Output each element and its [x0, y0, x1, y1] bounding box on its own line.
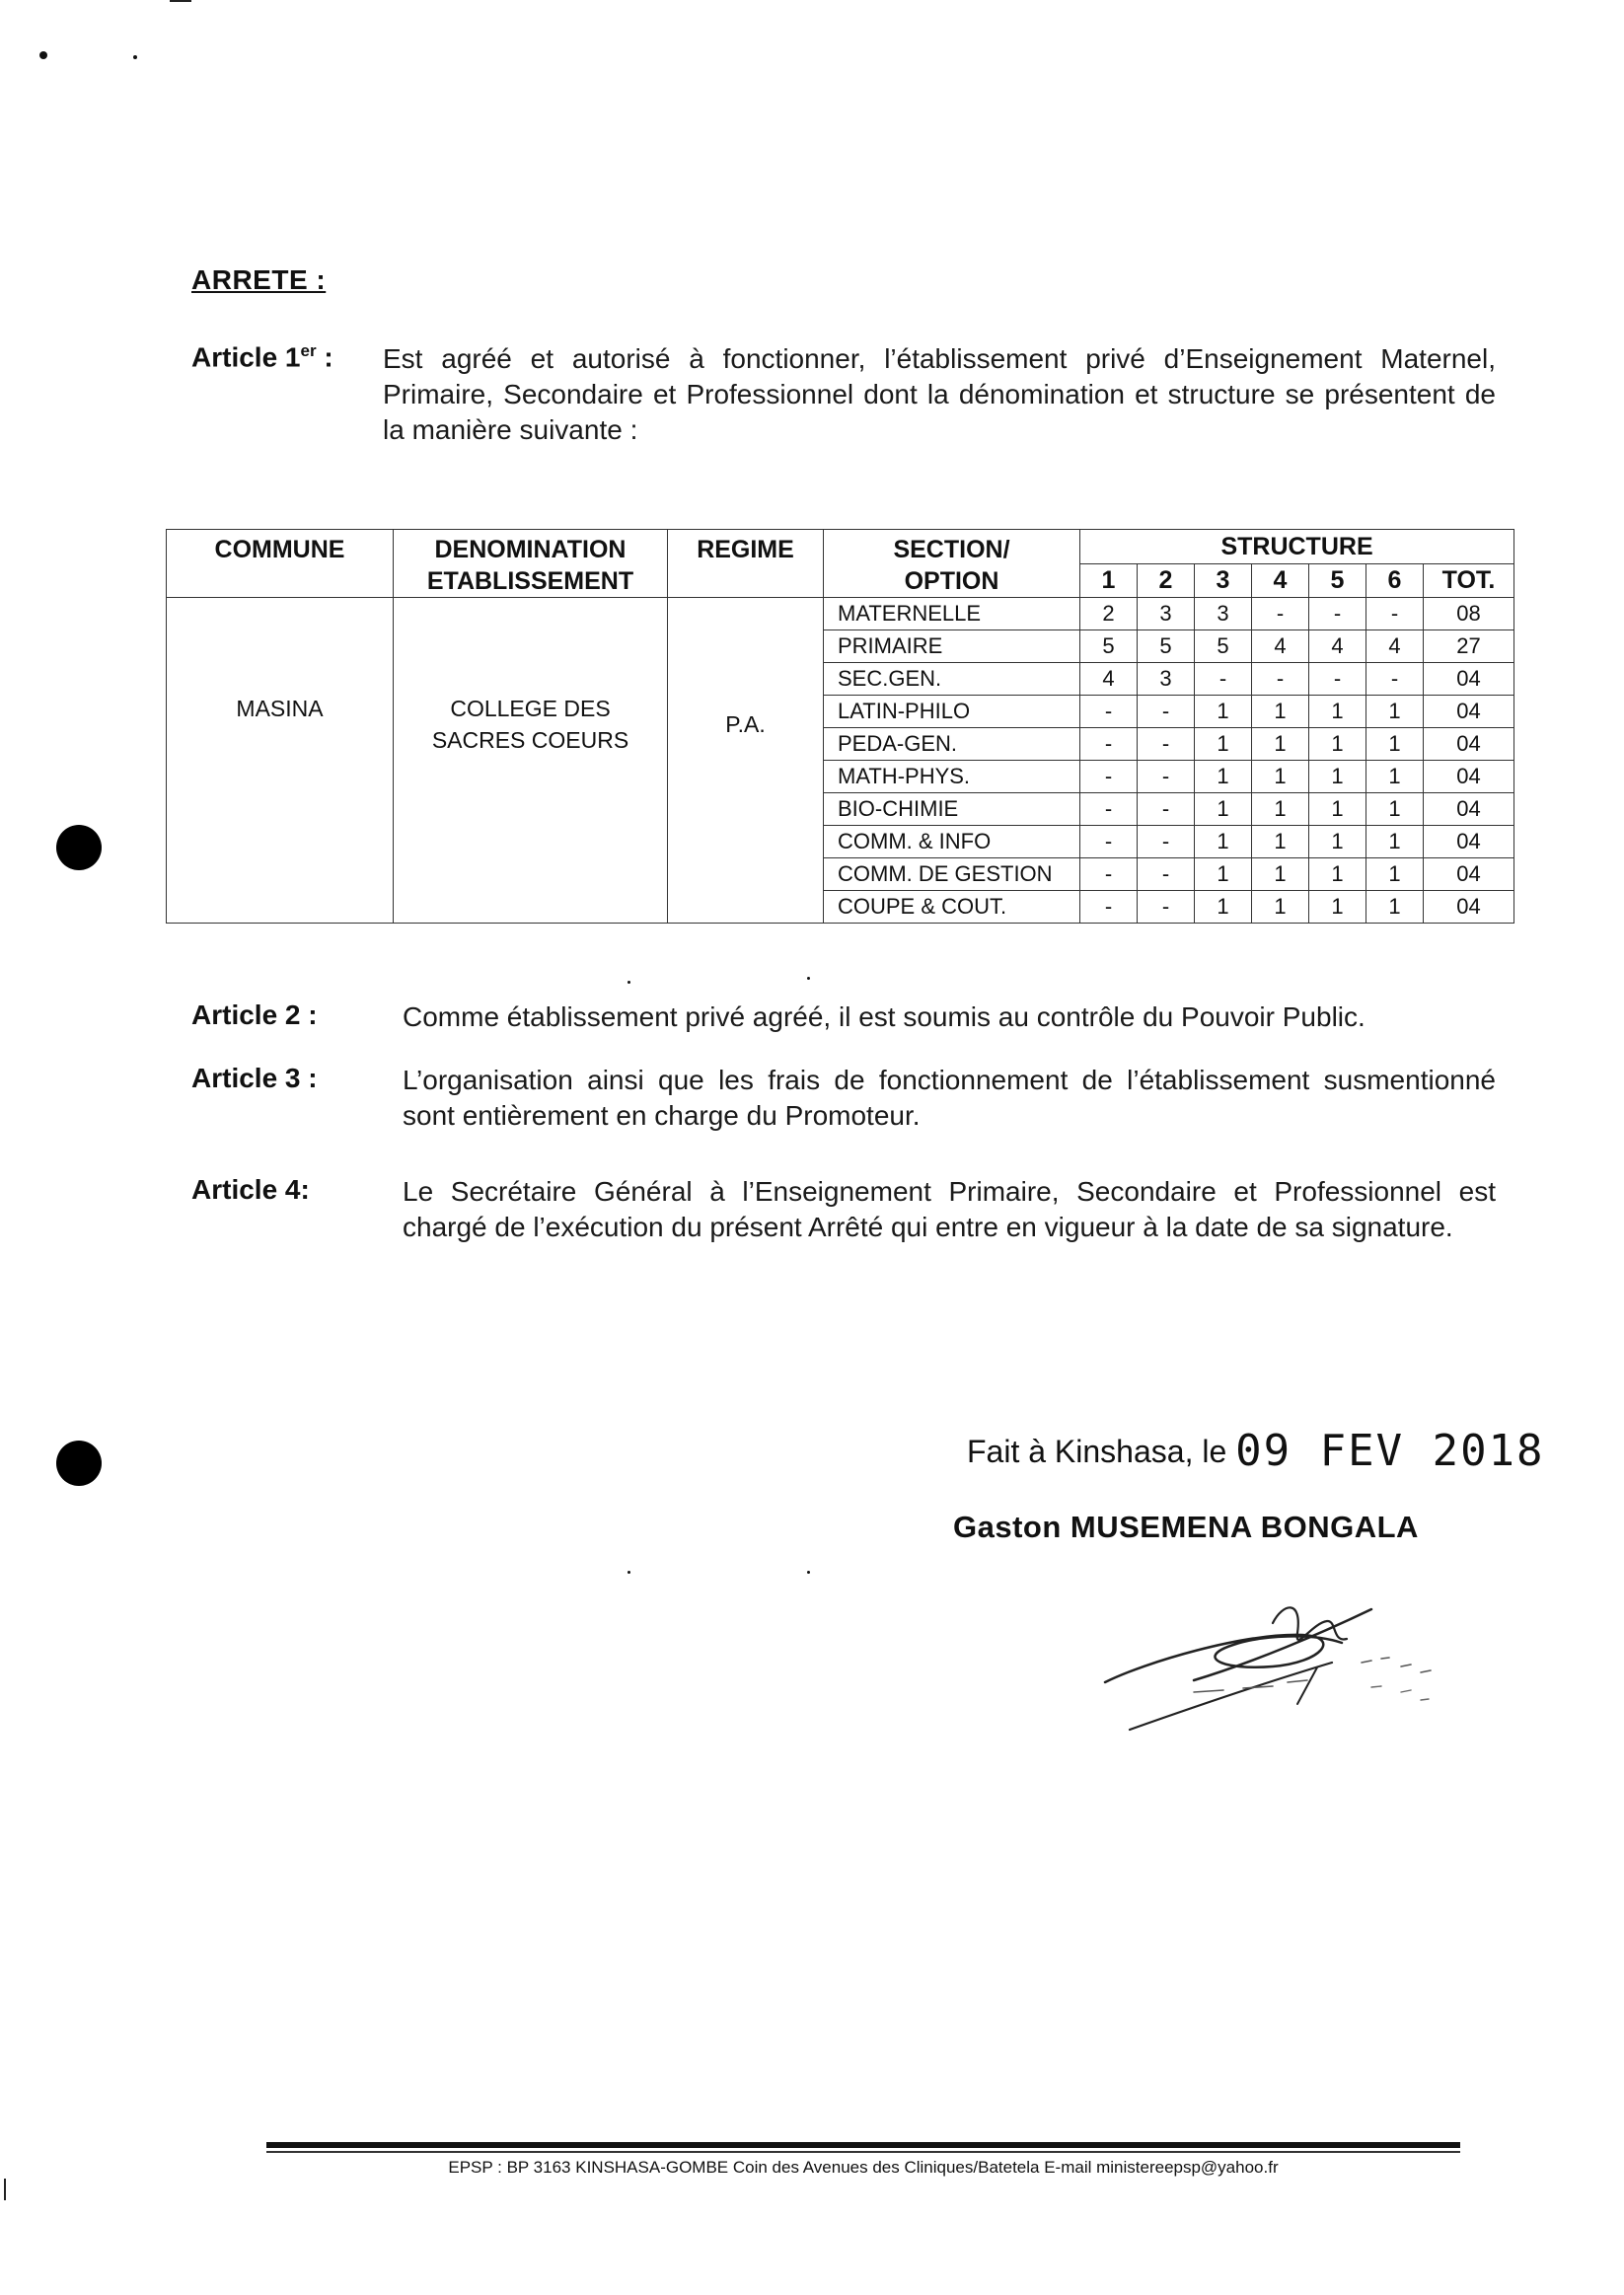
header-section-line2: OPTION — [904, 567, 999, 595]
total-cell: 04 — [1424, 761, 1514, 793]
header-total: TOT. — [1424, 563, 1514, 598]
value-cell: 5 — [1080, 630, 1138, 663]
header-section-option — [824, 530, 1080, 598]
regime-cell: P.A. — [668, 598, 824, 924]
header-level-3: 3 — [1195, 563, 1252, 598]
value-cell: 1 — [1309, 761, 1366, 793]
value-cell: 1 — [1366, 728, 1424, 761]
scan-mark-top — [170, 0, 191, 2]
option-cell: PRIMAIRE — [824, 630, 1080, 663]
article-1-label-end: : — [316, 341, 333, 373]
signer-name: Gaston MUSEMENA BONGALA — [953, 1510, 1419, 1544]
value-cell: 1 — [1252, 696, 1309, 728]
value-cell: 1 — [1366, 761, 1424, 793]
header-denomination-line2: ETABLISSEMENT — [426, 567, 634, 595]
value-cell: 1 — [1309, 696, 1366, 728]
value-cell: - — [1138, 728, 1195, 761]
value-cell: - — [1252, 598, 1309, 630]
header-level-5: 5 — [1309, 563, 1366, 598]
value-cell: 1 — [1366, 826, 1424, 858]
date-stamp: 09 FEV 2018 — [1235, 1426, 1545, 1476]
header-denomination-line1: DENOMINATION — [434, 536, 627, 563]
date-line — [967, 1426, 1545, 1476]
article-4-text: Le Secrétaire Général à l’Enseignement Primaire, Secondaire et Professionnel est chargé de l’exécution du présent Arrêté qui entre en vigueur à la date de sa signature. — [403, 1176, 1496, 1242]
option-cell: COMM. DE GESTION — [824, 858, 1080, 891]
value-cell: 1 — [1366, 858, 1424, 891]
option-cell: COMM. & INFO — [824, 826, 1080, 858]
total-cell: 04 — [1424, 793, 1514, 826]
value-cell: 3 — [1138, 598, 1195, 630]
value-cell: 1 — [1309, 858, 1366, 891]
value-cell: 1 — [1366, 891, 1424, 924]
total-cell: 08 — [1424, 598, 1514, 630]
option-cell: MATH-PHYS. — [824, 761, 1080, 793]
establishment-structure-table — [166, 529, 1514, 924]
value-cell: - — [1309, 598, 1366, 630]
article-2-label: Article 2 : — [191, 999, 318, 1030]
value-cell: - — [1080, 858, 1138, 891]
value-cell: - — [1252, 663, 1309, 696]
scan-speck — [133, 55, 137, 59]
decree-heading: ARRETE : — [191, 264, 327, 295]
value-cell: 1 — [1366, 793, 1424, 826]
total-cell: 04 — [1424, 728, 1514, 761]
value-cell: 1 — [1309, 826, 1366, 858]
value-cell: 1 — [1195, 696, 1252, 728]
denomination-line1: COLLEGE DES — [450, 696, 611, 721]
punch-hole-lower — [56, 1441, 102, 1486]
punch-hole-upper — [56, 825, 102, 870]
value-cell: 5 — [1138, 630, 1195, 663]
value-cell: 1 — [1366, 696, 1424, 728]
value-cell: 1 — [1252, 761, 1309, 793]
header-structure: STRUCTURE — [1080, 530, 1514, 564]
scan-speck — [807, 1571, 810, 1574]
header-level-1: 1 — [1080, 563, 1138, 598]
article-3-label: Article 3 : — [191, 1063, 318, 1093]
value-cell: - — [1080, 826, 1138, 858]
value-cell: - — [1080, 793, 1138, 826]
header-level-2: 2 — [1138, 563, 1195, 598]
value-cell: - — [1080, 696, 1138, 728]
value-cell: 1 — [1252, 728, 1309, 761]
value-cell: - — [1366, 663, 1424, 696]
commune-cell: MASINA — [167, 598, 394, 924]
total-cell: 04 — [1424, 891, 1514, 924]
value-cell: - — [1138, 761, 1195, 793]
value-cell: 1 — [1309, 728, 1366, 761]
footer-rule-thin — [266, 2151, 1460, 2153]
value-cell: - — [1138, 826, 1195, 858]
value-cell: - — [1366, 598, 1424, 630]
value-cell: 3 — [1195, 598, 1252, 630]
option-cell: MATERNELLE — [824, 598, 1080, 630]
value-cell: 2 — [1080, 598, 1138, 630]
header-level-6: 6 — [1366, 563, 1424, 598]
value-cell: 1 — [1252, 891, 1309, 924]
article-3-text: L’organisation ainsi que les frais de fonctionnement de l’établissement susmentionné sont entièrement en charge du Promoteur. — [403, 1065, 1496, 1131]
value-cell: - — [1080, 891, 1138, 924]
denomination-line2: SACRES COEURS — [431, 727, 629, 753]
denomination-cell — [394, 598, 668, 924]
scan-speck — [39, 51, 47, 59]
value-cell: - — [1138, 793, 1195, 826]
header-section-line1: SECTION/ — [893, 536, 1010, 563]
article-1-text: Est agréé et autorisé à fonctionner, l’établissement privé d’Enseignement Maternel, Primaire, Secondaire et Professionnel dont la dénomination et structure se présentent de la manière suivante : — [383, 343, 1496, 445]
article-4-label: Article 4: — [191, 1174, 310, 1205]
scan-mark-left — [4, 2179, 6, 2200]
value-cell: - — [1138, 891, 1195, 924]
value-cell: 1 — [1195, 826, 1252, 858]
value-cell: 4 — [1309, 630, 1366, 663]
value-cell: - — [1138, 858, 1195, 891]
value-cell: 3 — [1138, 663, 1195, 696]
header-level-4: 4 — [1252, 563, 1309, 598]
header-regime: REGIME — [668, 530, 824, 598]
value-cell: 1 — [1252, 826, 1309, 858]
option-cell: SEC.GEN. — [824, 663, 1080, 696]
total-cell: 27 — [1424, 630, 1514, 663]
value-cell: - — [1195, 663, 1252, 696]
footer-address: EPSP : BP 3163 KINSHASA-GOMBE Coin des Avenues des Cliniques/Batetela E-mail ministereepsp@yahoo.fr — [448, 2158, 1279, 2177]
option-cell: COUPE & COUT. — [824, 891, 1080, 924]
header-denomination — [394, 530, 668, 598]
option-cell: PEDA-GEN. — [824, 728, 1080, 761]
footer-rule — [266, 2142, 1460, 2148]
value-cell: 1 — [1195, 858, 1252, 891]
date-place: Fait à Kinshasa, le — [967, 1434, 1236, 1469]
article-1-label — [191, 341, 333, 373]
value-cell: - — [1309, 663, 1366, 696]
value-cell: 1 — [1195, 891, 1252, 924]
article-2-text: Comme établissement privé agréé, il est soumis au contrôle du Pouvoir Public. — [403, 1001, 1366, 1032]
total-cell: 04 — [1424, 826, 1514, 858]
scan-speck — [627, 981, 630, 984]
value-cell: 5 — [1195, 630, 1252, 663]
value-cell: - — [1138, 696, 1195, 728]
value-cell: 1 — [1309, 793, 1366, 826]
value-cell: 4 — [1252, 630, 1309, 663]
value-cell: 1 — [1252, 858, 1309, 891]
option-cell: BIO-CHIMIE — [824, 793, 1080, 826]
value-cell: 1 — [1195, 761, 1252, 793]
handwritten-signature — [1075, 1564, 1490, 1741]
article-1-label-main: Article 1 — [191, 341, 301, 373]
table-row — [167, 598, 1514, 630]
total-cell: 04 — [1424, 858, 1514, 891]
scan-speck — [627, 1571, 630, 1574]
option-cell: LATIN-PHILO — [824, 696, 1080, 728]
value-cell: - — [1080, 761, 1138, 793]
total-cell: 04 — [1424, 696, 1514, 728]
value-cell: 1 — [1195, 728, 1252, 761]
header-commune: COMMUNE — [167, 530, 394, 598]
total-cell: 04 — [1424, 663, 1514, 696]
value-cell: 1 — [1309, 891, 1366, 924]
value-cell: 4 — [1080, 663, 1138, 696]
value-cell: - — [1080, 728, 1138, 761]
scan-speck — [807, 977, 810, 980]
value-cell: 1 — [1252, 793, 1309, 826]
article-1-label-sup: er — [300, 341, 317, 360]
value-cell: 4 — [1366, 630, 1424, 663]
value-cell: 1 — [1195, 793, 1252, 826]
